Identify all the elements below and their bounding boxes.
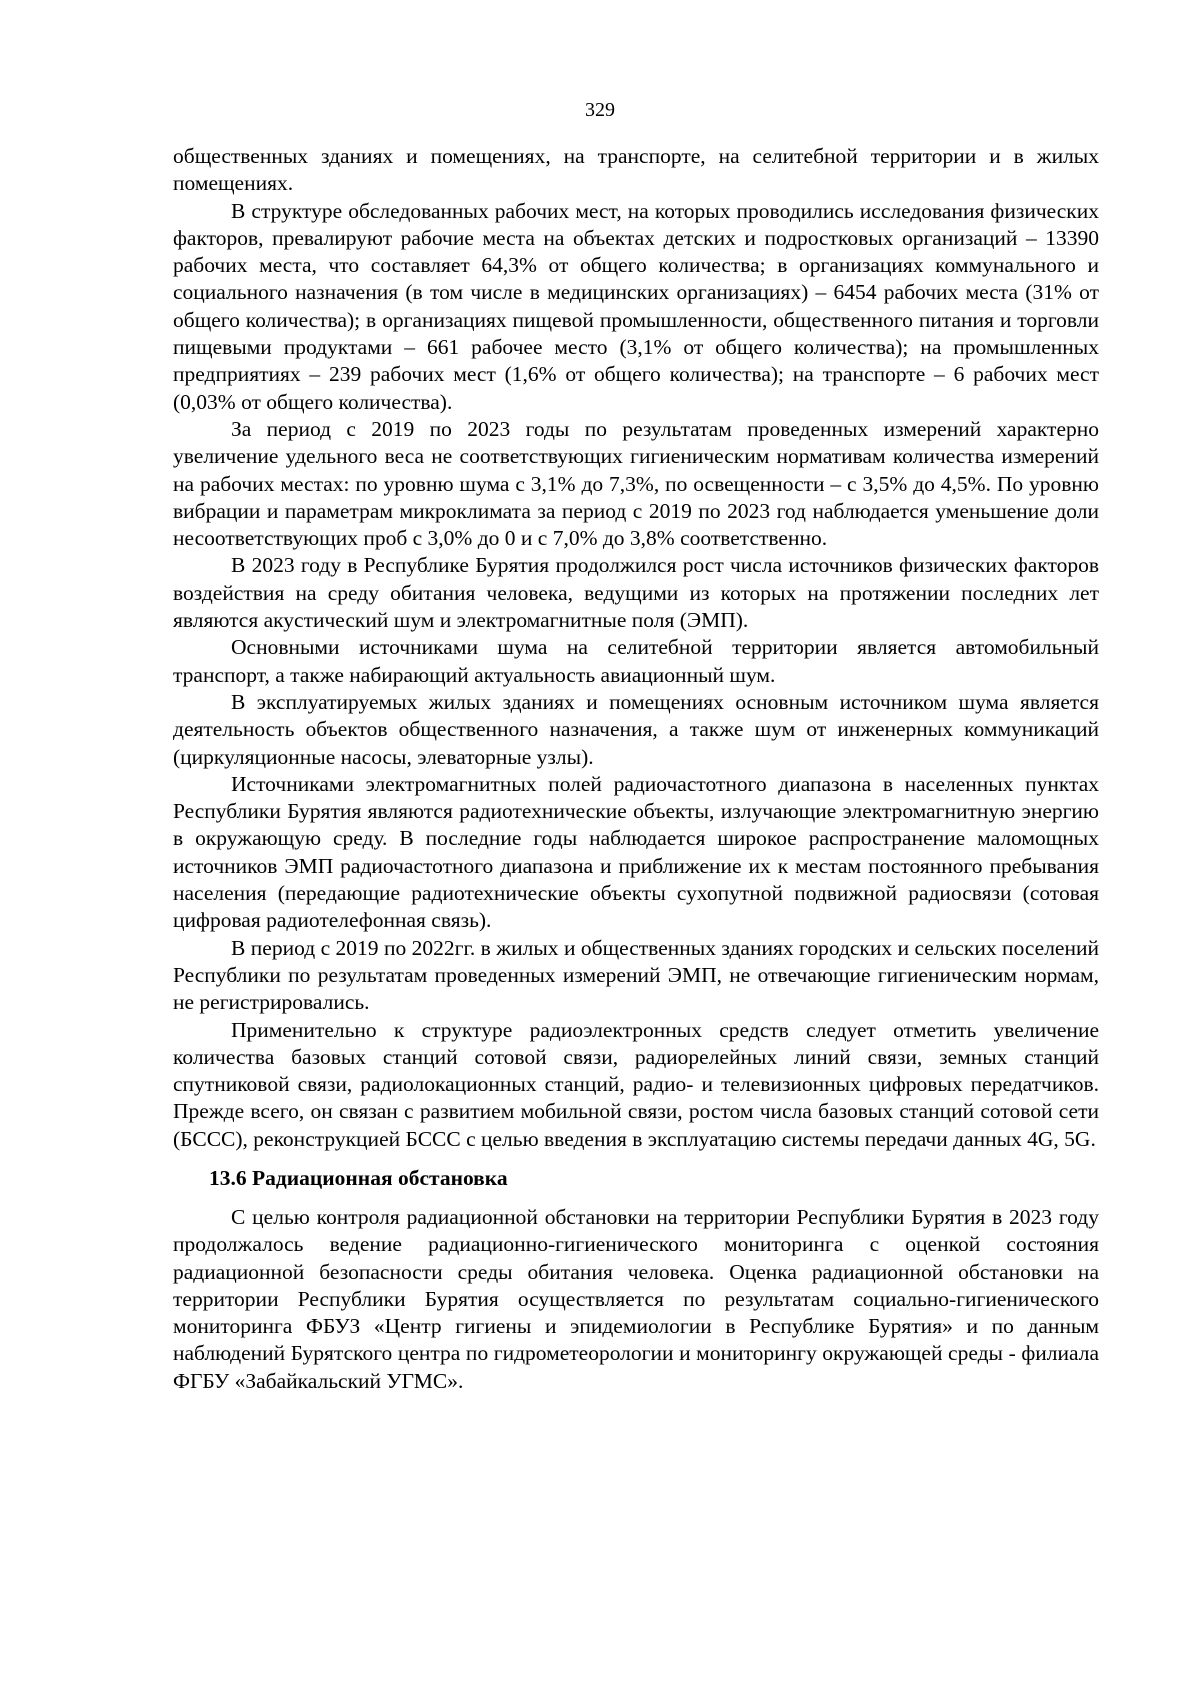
paragraph: Применительно к структуре радиоэлектронных средств следует отметить увеличение количества базовых станций сотовой связи, радиорелейных линий связи, земных станций спутниковой связи, радиолокационных станций, радио- и телевизионных цифровых передатчиков. Прежде всего, он связан с развитием мобильной связи, ростом числа базовых станций сотовой сети (БССС), реконструкцией БССС с целью введения в эксплуатацию системы передачи данных 4G, 5G. — [173, 1017, 1099, 1151]
paragraph: С целью контроля радиационной обстановки на территории Республики Бурятия в 2023 году продолжалось ведение радиационно-гигиенического мониторинга с оценкой состояния радиационной безопасности среды обитания человека. Оценка радиационной обстановки на территории Республики Бурятия осуществляется по результатам социально-гигиенического мониторинга ФБУЗ «Центр гигиены и эпидемиологии в Республике Бурятия» и по данным наблюдений Бурятского центра по гидрометеорологии и мониторингу окружающей среды - филиала ФГБУ «Забайкальский УГМС». — [173, 1204, 1099, 1393]
paragraph: В эксплуатируемых жилых зданиях и помещениях основным источником шума является деятельность объектов общественного назначения, а также шум от инженерных коммуникаций (циркуляционные насосы, элеваторные узлы). — [173, 689, 1099, 769]
paragraph: В 2023 году в Республике Бурятия продолжился рост числа источников физических факторов воздействия на среду обитания человека, ведущими из которых на протяжении последних лет являются акустический шум и электромагнитные поля (ЭМП). — [173, 553, 1099, 633]
page-number: 329 — [585, 99, 615, 121]
paragraph: Источниками электромагнитных полей радиочастотного диапазона в населенных пунктах Республики Бурятия являются радиотехнические объекты, излучающие электромагнитную энергию в окружающую среду. В последние годы наблюдается широкое распространение маломощных источников ЭМП радиочастотного диапазона и приближение их к местам постоянного пребывания населения (передающие радиотехнические объекты сухопутной подвижной радиосвязи (сотовая цифровая радиотелефонная связь). — [173, 771, 1099, 933]
paragraph: общественных зданиях и помещениях, на транспорте, на селитебной территории и в жилых помещениях. — [173, 144, 1099, 196]
paragraph: В период с 2019 по 2022гг. в жилых и общественных зданиях городских и сельских поселений Республики по результатам проведенных измерений ЭМП, не отвечающие гигиеническим нормам, не регистрировались. — [173, 935, 1099, 1015]
section-heading: 13.6 Радиационная обстановка — [209, 1165, 508, 1190]
document-body — [173, 143, 1099, 1395]
paragraph: Основными источниками шума на селитебной территории является автомобильный транспорт, а также набирающий актуальность авиационный шум. — [173, 635, 1099, 687]
paragraph: За период с 2019 по 2023 годы по результатам проведенных измерений характерно увеличение удельного веса не соответствующих гигиеническим нормативам количества измерений на рабочих местах: по уровню шума с 3,1% до 7,3%, по освещенности – с 3,5% до 4,5%. По уровню вибрации и параметрам микроклимата за период с 2019 по 2023 год наблюдается уменьшение доли несоответствующих проб с 3,0% до 0 и с 7,0% до 3,8% соответственно. — [173, 416, 1099, 551]
paragraph: В структуре обследованных рабочих мест, на которых проводились исследования физических факторов, превалируют рабочие места на объектах детских и подростковых организаций – 13390 рабочих места, что составляет 64,3% от общего количества; в организациях коммунального и социального назначения (в том числе в медицинских организациях) – 6454 рабочих места (31% от общего количества); в организациях пищевой промышленности, общественного питания и торговли пищевыми продуктами – 661 рабочее место (3,1% от общего количества); на промышленных предприятиях – 239 рабочих мест (1,6% от общего количества); на транспорте – 6 рабочих мест (0,03% от общего количества). — [173, 198, 1099, 414]
